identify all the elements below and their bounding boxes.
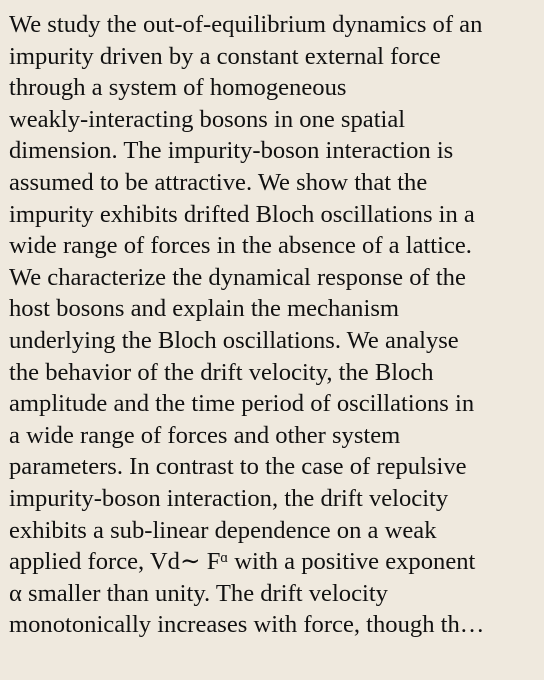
abstract-line: wide range of forces in the absence of a lattice. [9, 232, 472, 260]
abstract-line: a wide range of forces and other system [9, 421, 401, 449]
abstract-line: α smaller than unity. The drift velocity [9, 579, 388, 607]
abstract-line: host bosons and explain the mechanism [9, 295, 400, 323]
abstract-line: weakly-interacting bosons in one spatial [9, 105, 406, 133]
abstract-line: dimension. The impurity-boson interaction is [9, 137, 454, 165]
abstract-line: applied force, Vd∼ Fᵅ with a positive exponent [9, 548, 476, 576]
abstract-line: the behavior of the drift velocity, the Bloch [9, 358, 434, 386]
abstract-line: impurity driven by a constant external force [9, 42, 441, 70]
abstract-line: impurity-boson interaction, the drift velocity [9, 484, 449, 512]
abstract-text [9, 9, 539, 641]
abstract-line: impurity exhibits drifted Bloch oscillations in a [9, 200, 475, 228]
abstract-line: We characterize the dynamical response of the [9, 263, 466, 291]
abstract-line: underlying the Bloch oscillations. We analyse [9, 326, 459, 354]
abstract-line: parameters. In contrast to the case of repulsive [9, 453, 467, 481]
abstract-line: through a system of homogeneous [9, 74, 347, 102]
abstract-line: monotonically increases with force, though th… [9, 611, 485, 639]
abstract-line: We study the out-of-equilibrium dynamics of an [9, 11, 483, 38]
abstract-line: amplitude and the time period of oscillations in [9, 390, 475, 418]
abstract-line: exhibits a sub-linear dependence on a weak [9, 516, 437, 544]
abstract-line: assumed to be attractive. We show that the [9, 168, 428, 196]
